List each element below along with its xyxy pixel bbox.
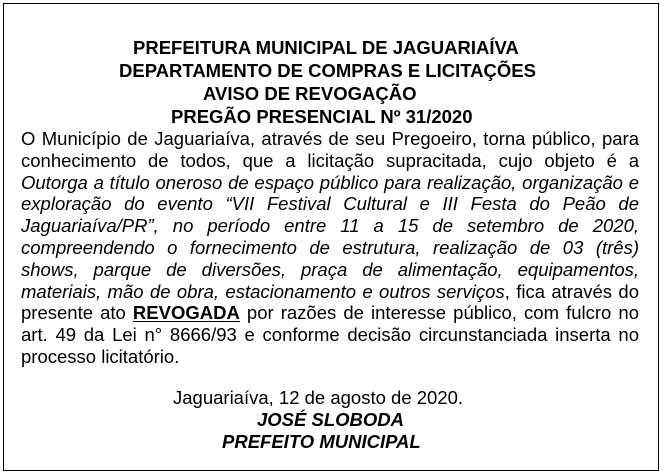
header-notice-title: AVISO DE REVOGAÇÃO: [203, 83, 417, 104]
header-municipality: PREFEITURA MUNICIPAL DE JAGUARIAÍVA: [133, 37, 519, 58]
notice-body: [21, 128, 639, 368]
body-intro: O Município de Jaguariaíva, através de seu Pregoeiro, torna público, para conhecimento de todos, que a licitação supracitada, cujo objeto é a: [21, 128, 639, 171]
signatory-title: PREFEITO MUNICIPAL: [222, 431, 421, 452]
body-object: Outorga a título oneroso de espaço público para realização, organização e exploração do evento “VII Festival Cultural e III Festa do Peão de Jaguariaíva/PR”, no período entre 11 a 15 de setembro de 2020, compreendendo o fornecimento de estrutura, realização de 03 (três) shows, parque de diversões, praça de alimentação, equipamentos, materiais, mão de obra, estacionamento e outros serviços: [21, 171, 639, 302]
body-middle: , fica através do presente ato: [21, 280, 639, 324]
header-procurement-number: PREGÃO PRESENCIAL Nº 31/2020: [171, 106, 473, 127]
body-ending: por razões de interesse público, com fulcro no art. 49 da Lei n° 8666/93 e conforme decisão circunstanciada inserta no processo licitatório.: [21, 302, 639, 367]
header-department: DEPARTAMENTO DE COMPRAS E LICITAÇÕES: [119, 60, 536, 81]
notice-date: Jaguariaíva, 12 de agosto de 2020.: [173, 387, 464, 408]
signatory-name: JOSÉ SLOBODA: [257, 409, 404, 430]
revoked-label: REVOGADA: [132, 302, 240, 324]
